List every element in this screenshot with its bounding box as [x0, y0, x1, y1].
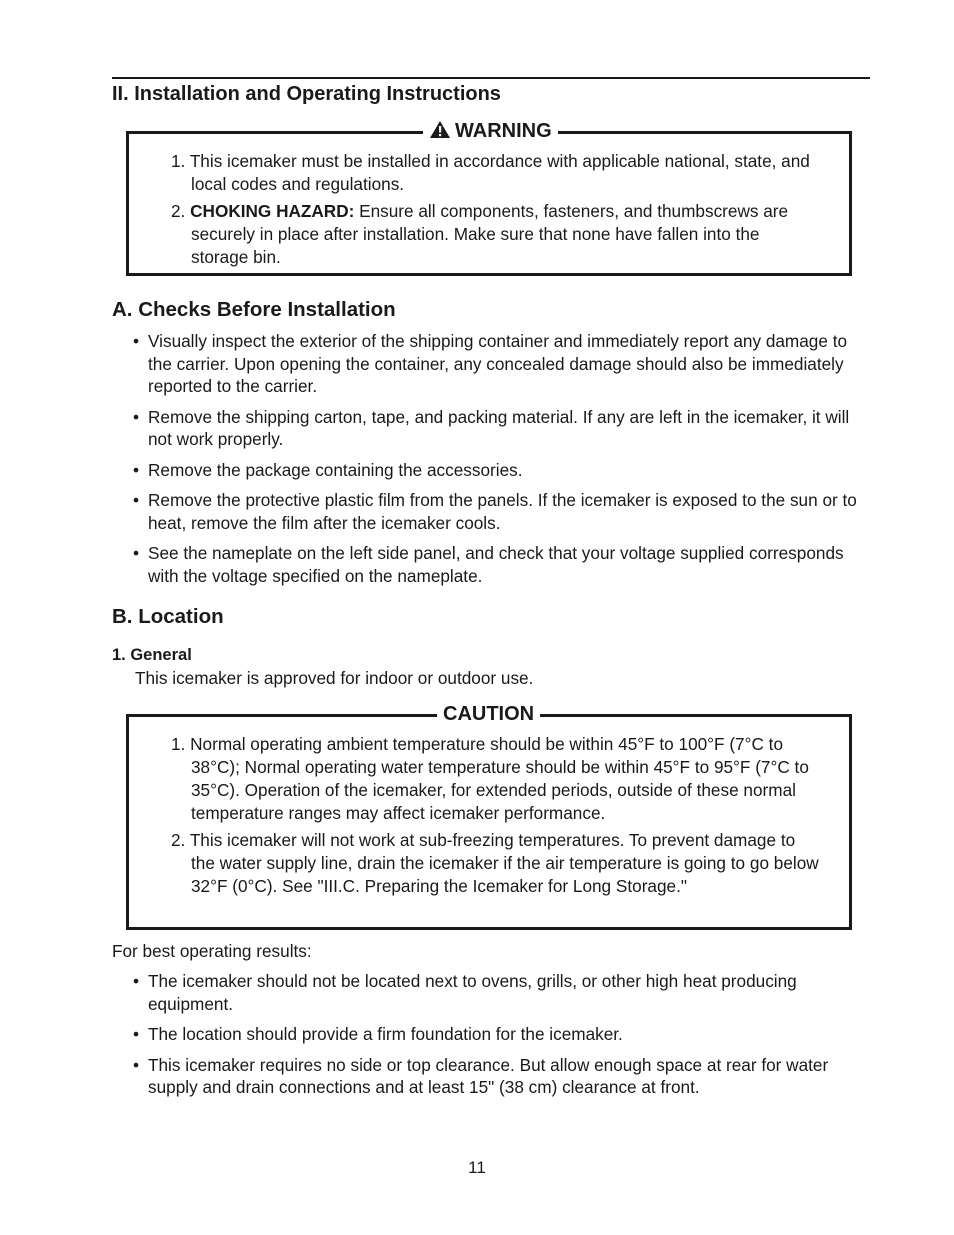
list-item: • The icemaker should not be located next to ovens, grills, or other high heat producing equipment. — [133, 971, 797, 1014]
warning-triangle-icon — [429, 120, 451, 146]
checks-list — [133, 330, 873, 595]
general-text: This icemaker is approved for indoor or outdoor use. — [135, 668, 534, 688]
caution-item: 2. This icemaker will not work at sub-freezing temperatures. To prevent damage to the water supply line, drain the icemaker if the air temperature is going to go below 32°F (0°C). See "III.C. Preparing the Icemaker for Long Storage." — [171, 830, 819, 896]
warning-item: 2. CHOKING HAZARD: Ensure all components, fasteners, and thumbscrews are securely in place after installation. Make sure that none have fallen into the storage bin. — [171, 201, 789, 267]
location-title: B. Location — [112, 605, 224, 628]
list-item: • Remove the package containing the accessories. — [133, 459, 523, 480]
top-rule — [112, 77, 870, 79]
warning-label: WARNING — [423, 118, 558, 146]
warning-list — [171, 150, 819, 273]
list-item: • See the nameplate on the left side panel, and check that your voltage supplied corresponds with the voltage specified on the nameplate. — [133, 543, 844, 586]
caution-item: 1. Normal operating ambient temperature should be within 45°F to 100°F (7°C to 38°C); Normal operating water temperature should be within 45°F to 95°F (7°C to 35°C). Operation of the icemaker, for extended periods, outside of these normal temperature ranges may affect icemaker performance. — [171, 734, 809, 823]
best-results-intro: For best operating results: — [112, 941, 312, 961]
list-item: • Visually inspect the exterior of the shipping container and immediately report any damage to the carrier. Upon opening the container, any concealed damage should also be immediately reported to the carrier. — [133, 331, 848, 396]
section-title: II. Installation and Operating Instructions — [112, 83, 501, 105]
list-item: • This icemaker requires no side or top clearance. But allow enough space at rear for water supply and drain connections and at least 15" (38 cm) clearance at front. — [133, 1054, 829, 1097]
list-item: • Remove the protective plastic film from the panels. If the icemaker is exposed to the sun or to heat, remove the film after the icemaker cools. — [133, 490, 857, 533]
caution-label: CAUTION — [437, 701, 540, 727]
warning-item: 1. This icemaker must be installed in accordance with applicable national, state, and local codes and regulations. — [171, 151, 810, 194]
page-number: 11 — [468, 1158, 486, 1177]
warning-box — [126, 120, 852, 276]
list-item: • Remove the shipping carton, tape, and packing material. If any are left in the icemaker, it will not work properly. — [133, 406, 850, 449]
general-title: 1. General — [112, 646, 192, 664]
caution-box — [126, 703, 852, 930]
checks-title: A. Checks Before Installation — [112, 298, 396, 321]
best-results-list — [133, 970, 873, 1107]
caution-list — [171, 733, 819, 902]
list-item: • The location should provide a firm foundation for the icemaker. — [133, 1024, 623, 1044]
